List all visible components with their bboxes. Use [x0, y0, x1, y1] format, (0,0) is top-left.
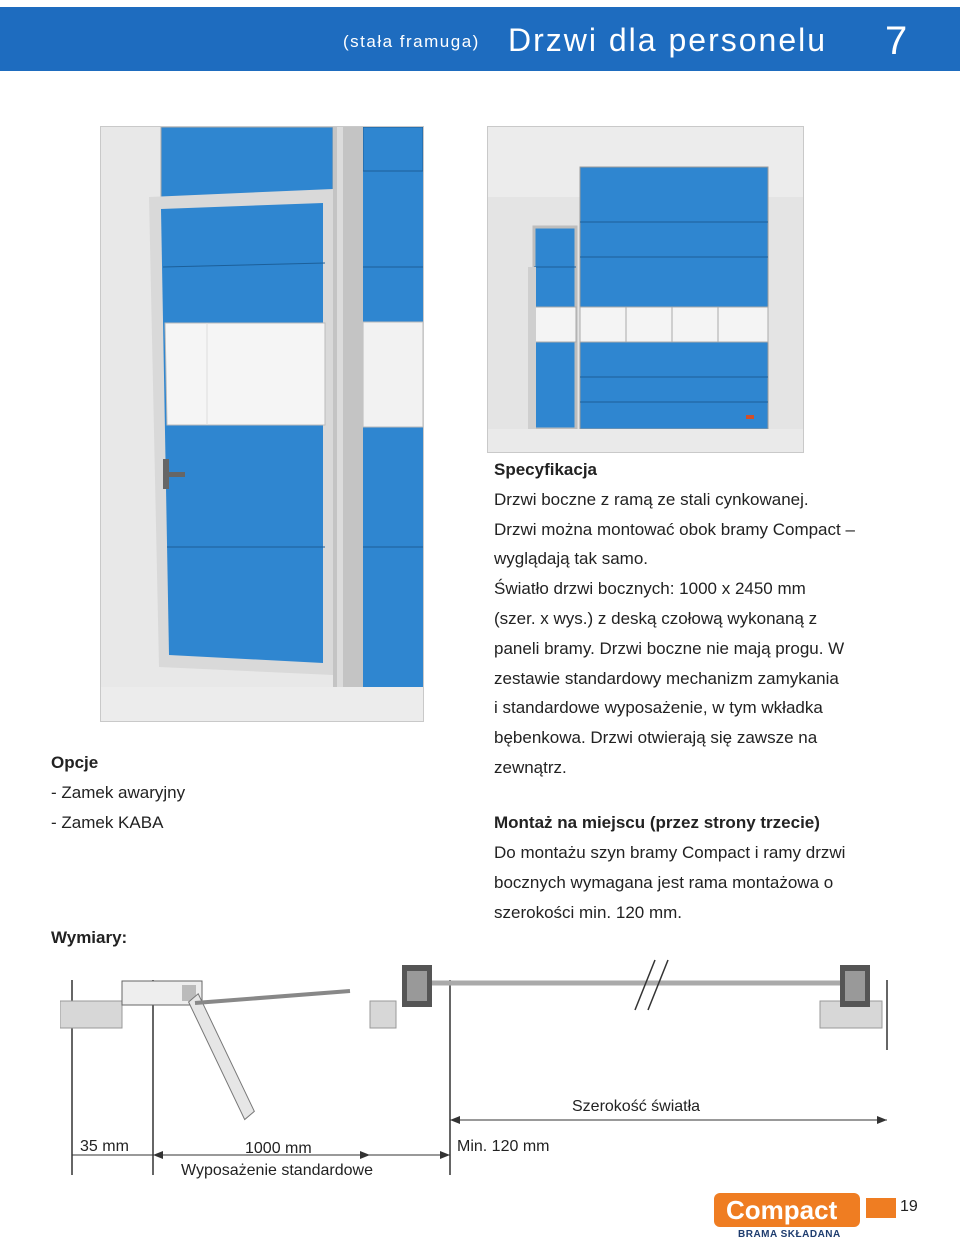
installation-line: szerokości min. 120 mm.	[494, 903, 682, 922]
chapter-number: 7	[885, 19, 908, 63]
options-section	[51, 748, 185, 838]
page-header	[0, 7, 960, 71]
spec-line: Drzwi można montować obok bramy Compact –	[494, 519, 855, 539]
specification-heading: Specyfikacja	[494, 460, 598, 479]
spec-line: i standardowe wyposażenie, w tym wkładka	[494, 698, 823, 718]
installation-section	[494, 808, 914, 928]
gate-with-side-door-photo	[487, 126, 804, 453]
installation-line: bocznych wymagana jest rama montażowa o	[494, 873, 834, 892]
spec-line: (szer. x wys.) z deską czołową wykonaną z	[494, 608, 818, 628]
door-note-label: Wyposażenie standardowe	[181, 1162, 373, 1179]
dimensions-heading: Wymiary:	[51, 928, 128, 947]
spec-line: Drzwi boczne z ramą ze stali cynkowanej.	[494, 489, 809, 509]
spec-line: wyglądają tak samo.	[494, 549, 649, 569]
installation-line: Do montażu szyn bramy Compact i ramy drzwi	[494, 843, 846, 862]
logo-subtitle: BRAMA SKŁADANA	[738, 1229, 841, 1240]
frame-width-label: 35 mm	[80, 1138, 129, 1155]
min-frame-label: Min. 120 mm	[457, 1138, 550, 1155]
options-heading: Opcje	[51, 753, 99, 772]
spec-line: zewnątrz.	[494, 757, 567, 777]
page-number-bar	[866, 1198, 896, 1218]
spec-line: paneli bramy. Drzwi boczne nie mają progu. W	[494, 638, 845, 658]
option-item: - Zamek KABA	[51, 813, 164, 832]
page-number: 19	[900, 1198, 918, 1215]
header-subtitle: (stała framuga)	[343, 32, 480, 51]
door-closeup-photo	[100, 126, 424, 722]
spec-line: bębenkowa. Drzwi otwierają się zawsze na	[494, 728, 818, 748]
header-title: Drzwi dla personelu	[508, 22, 828, 58]
logo-text: Compact	[726, 1195, 838, 1225]
door-width-label: 1000 mm	[245, 1140, 312, 1157]
spec-line: Światło drzwi bocznych: 1000 x 2450 mm	[494, 579, 806, 599]
compact-logo	[714, 1193, 860, 1227]
spec-line: zestawie standardowy mechanizm zamykania	[494, 668, 839, 688]
specification-section	[494, 455, 914, 783]
opening-width-label: Szerokość światła	[572, 1098, 701, 1115]
option-item: - Zamek awaryjny	[51, 783, 186, 802]
installation-heading: Montaż na miejscu (przez strony trzecie)	[494, 813, 820, 832]
